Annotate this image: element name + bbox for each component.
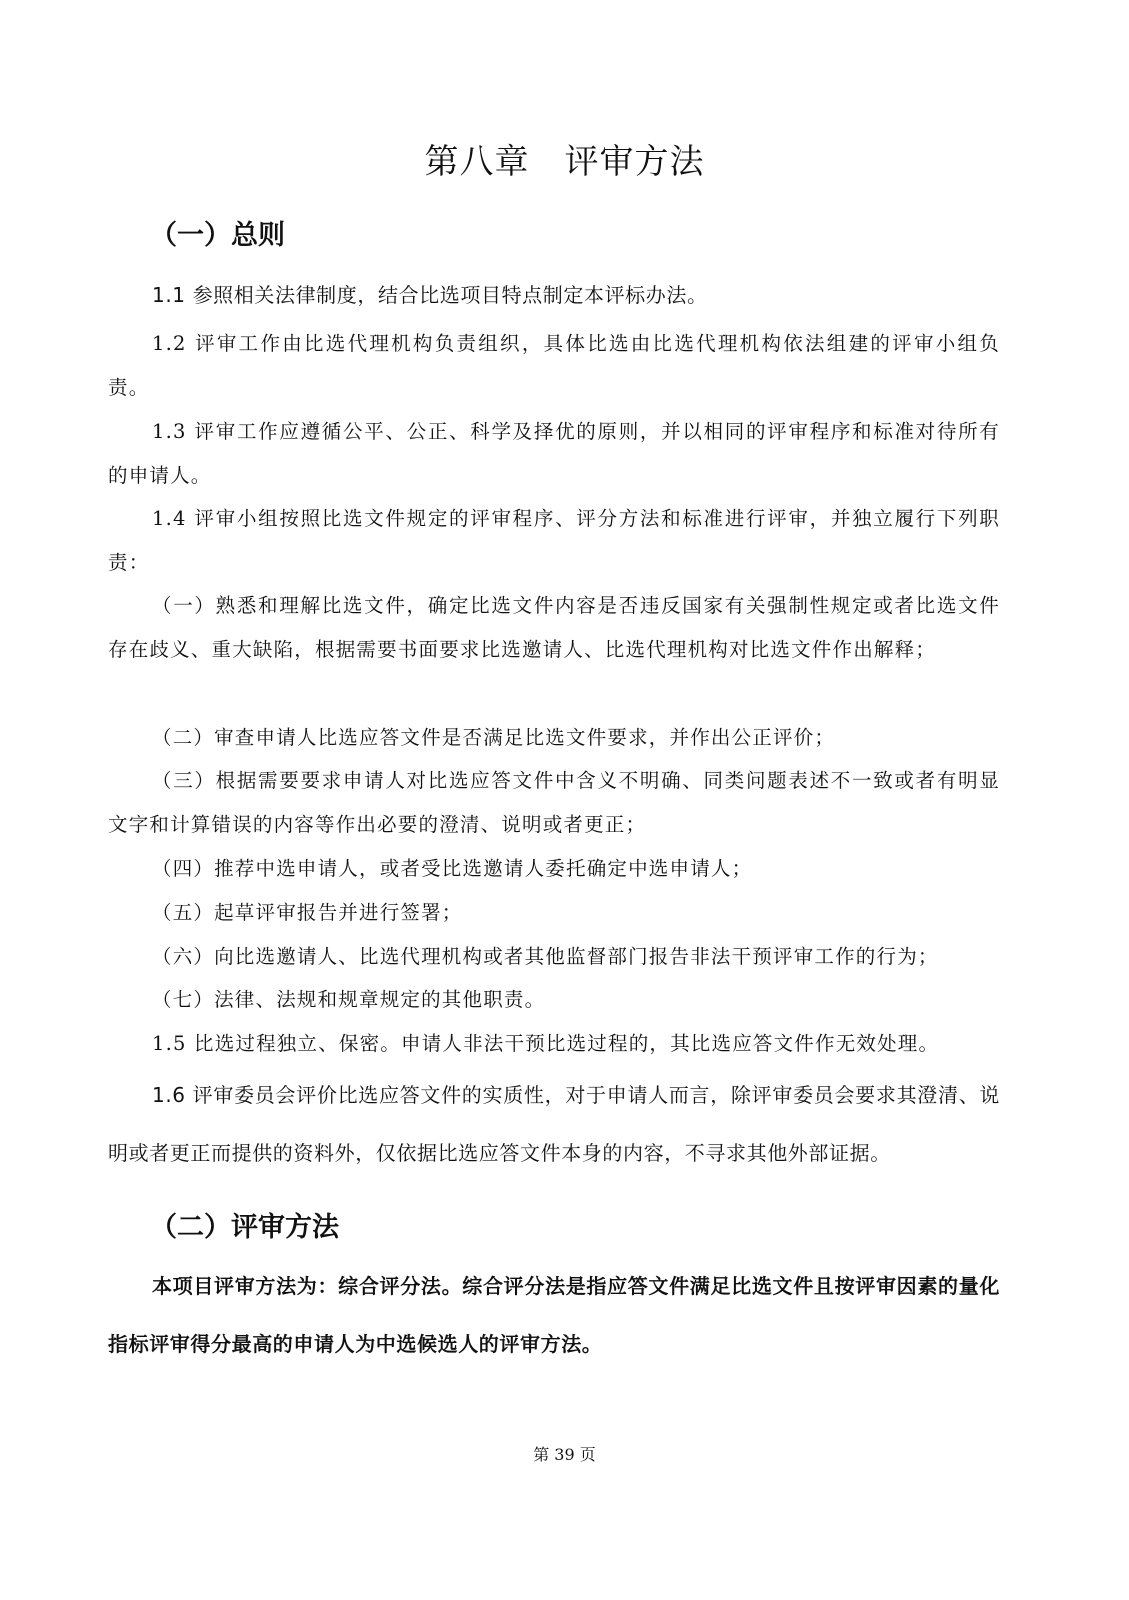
section-heading-evaluation-method: （二）评审方法 <box>150 1212 339 1243</box>
duty-5: （五）起草评审报告并进行签署； <box>152 901 463 924</box>
clause-1-1: 1.1 参照相关法律制度，结合比选项目特点制定本评标办法。 <box>152 283 708 307</box>
chapter-title: 第八章 评审方法 <box>424 142 705 182</box>
duty-3: （三）根据需要要求申请人对比选应答文件中含义不明确、同类问题表述不一致或者有明显文字和计算错误的内容等作出必要的澄清、说明或者更正； <box>108 769 1000 836</box>
clause-1-6: 1.6 评审委员会评价比选应答文件的实质性，对于申请人而言，除评审委员会要求其澄清、说明或者更正而提供的资料外，仅依据比选应答文件本身的内容，不寻求其他外部证据。 <box>108 1083 1000 1165</box>
duty-1: （一）熟悉和理解比选文件，确定比选文件内容是否违反国家有关强制性规定或者比选文件存在歧义、重大缺陷，根据需要书面要求比选邀请人、比选代理机构对比选文件作出解释； <box>108 594 1000 661</box>
clause-1-4: 1.4 评审小组按照比选文件规定的评审程序、评分方法和标准进行评审，并独立履行下列职责： <box>108 507 1000 574</box>
duty-2: （二）审查申请人比选应答文件是否满足比选文件要求，并作出公正评价； <box>152 726 836 749</box>
clause-1-2: 1.2 评审工作由比选代理机构负责组织，具体比选由比选代理机构依法组建的评审小组负责。 <box>108 332 1000 399</box>
section-heading-general: （一）总则 <box>150 220 285 251</box>
duty-4: （四）推荐中选申请人，或者受比选邀请人委托确定中选申请人； <box>152 857 753 880</box>
duty-7: （七）法律、法规和规章规定的其他职责。 <box>152 988 546 1011</box>
page-number: 第 39 页 <box>533 1445 596 1464</box>
duty-6: （六）向比选邀请人、比选代理机构或者其他监督部门报告非法干预评审工作的行为； <box>152 945 939 968</box>
clause-1-3: 1.3 评审工作应遵循公平、公正、科学及择优的原则，并以相同的评审程序和标准对待所有的申请人。 <box>108 420 1000 487</box>
evaluation-method-statement: 本项目评审方法为：综合评分法。综合评分法是指应答文件满足比选文件且按评审因素的量化指标评审得分最高的申请人为中选候选人的评审方法。 <box>108 1274 1000 1356</box>
clause-1-5: 1.5 比选过程独立、保密。申请人非法干预比选过程的，其比选应答文件作无效处理。 <box>152 1032 940 1055</box>
